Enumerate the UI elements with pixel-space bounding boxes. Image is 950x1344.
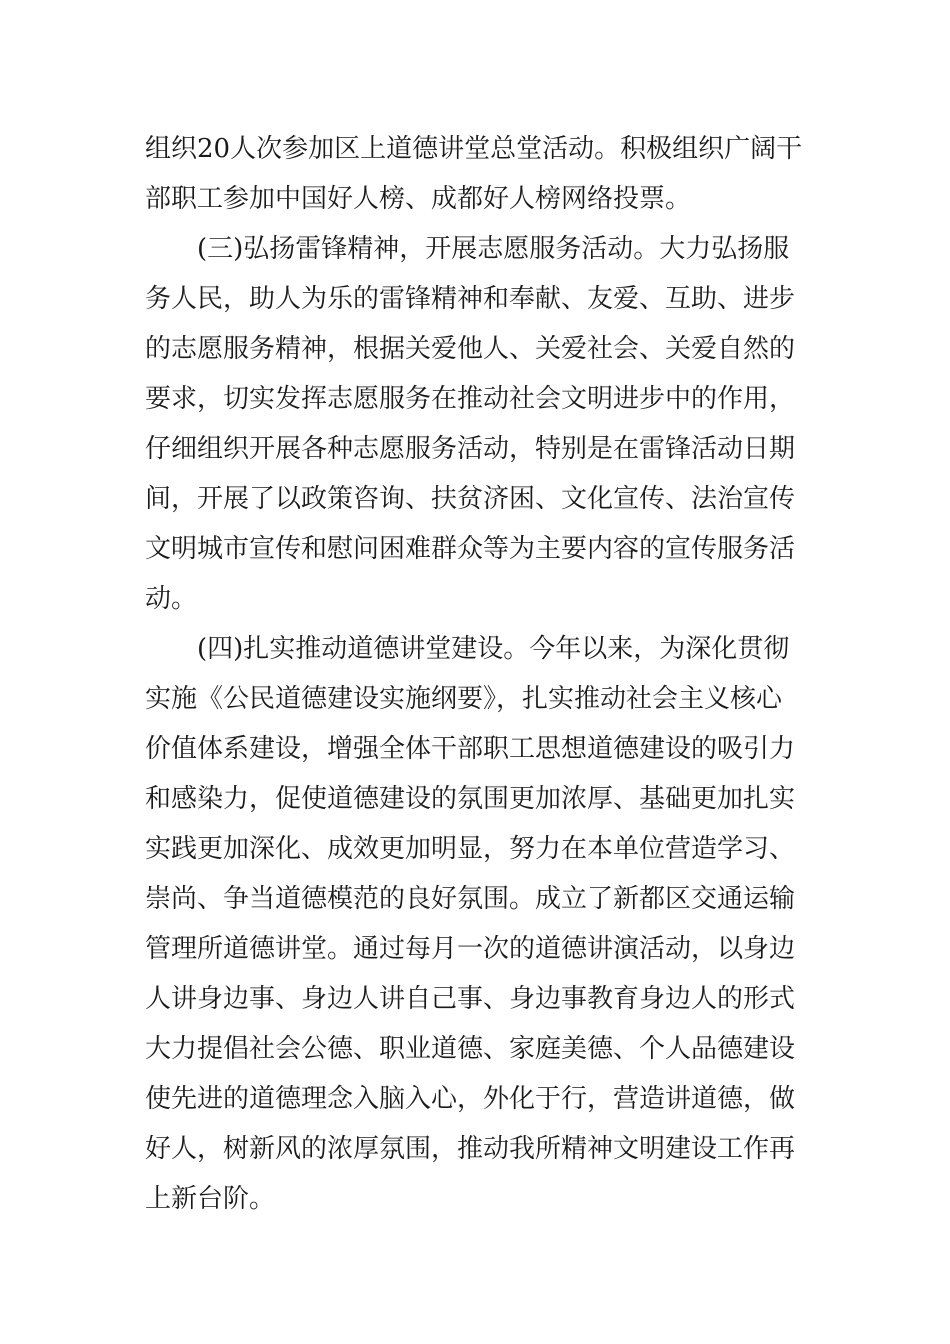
section-heading-line: (四)扎实推动道德讲堂建设。今年以来，为深化贯彻: [197, 634, 790, 664]
document-body: [145, 124, 810, 1224]
section-heading-line: (三)弘扬雷锋精神，开展志愿服务活动。大力弘扬服: [197, 234, 790, 264]
text-line: 和感染力，促使道德建设的氛围更加浓厚、基础更加扎实: [145, 784, 796, 814]
text-line: 要求，切实发挥志愿服务在推动社会文明进步中的作用，: [145, 384, 796, 414]
text-line: 间，开展了以政策咨询、扶贫济困、文化宣传、法治宣传: [145, 484, 796, 514]
text-line: 组织20人次参加区上道德讲堂总堂活动。积极组织广阔干: [145, 134, 803, 164]
text-line: 仔细组织开展各种志愿服务活动，特别是在雷锋活动日期: [145, 434, 796, 464]
text-line: 好人，树新风的浓厚氛围，推动我所精神文明建设工作再: [145, 1134, 796, 1164]
text-line: 上新台阶。: [145, 1184, 276, 1214]
text-line: 文明城市宣传和慰问困难群众等为主要内容的宣传服务活: [145, 534, 796, 564]
text-line: 人讲身边事、身边人讲自己事、身边事教育身边人的形式: [145, 984, 796, 1014]
text-line: 大力提倡社会公德、职业道德、家庭美德、个人品德建设: [145, 1034, 796, 1064]
text-line: 使先进的道德理念入脑入心，外化于行，营造讲道德，做: [145, 1084, 796, 1114]
text-line: 务人民，助人为乐的雷锋精神和奉献、友爱、互助、进步: [145, 284, 796, 314]
text-line: 部职工参加中国好人榜、成都好人榜网络投票。: [145, 184, 692, 214]
text-line: 实践更加深化、成效更加明显，努力在本单位营造学习、: [145, 834, 796, 864]
text-line: 动。: [145, 584, 198, 614]
text-line: 的志愿服务精神，根据关爱他人、关爱社会、关爱自然的: [145, 334, 796, 364]
text-line: 实施《公民道德建设实施纲要》，扎实推动社会主义核心: [145, 684, 783, 714]
text-line: 崇尚、争当道德模范的良好氛围。成立了新都区交通运输: [145, 884, 796, 914]
text-line: 价值体系建设，增强全体干部职工思想道德建设的吸引力: [145, 734, 796, 764]
text-line: 管理所道德讲堂。通过每月一次的道德讲演活动，以身边: [145, 934, 796, 964]
